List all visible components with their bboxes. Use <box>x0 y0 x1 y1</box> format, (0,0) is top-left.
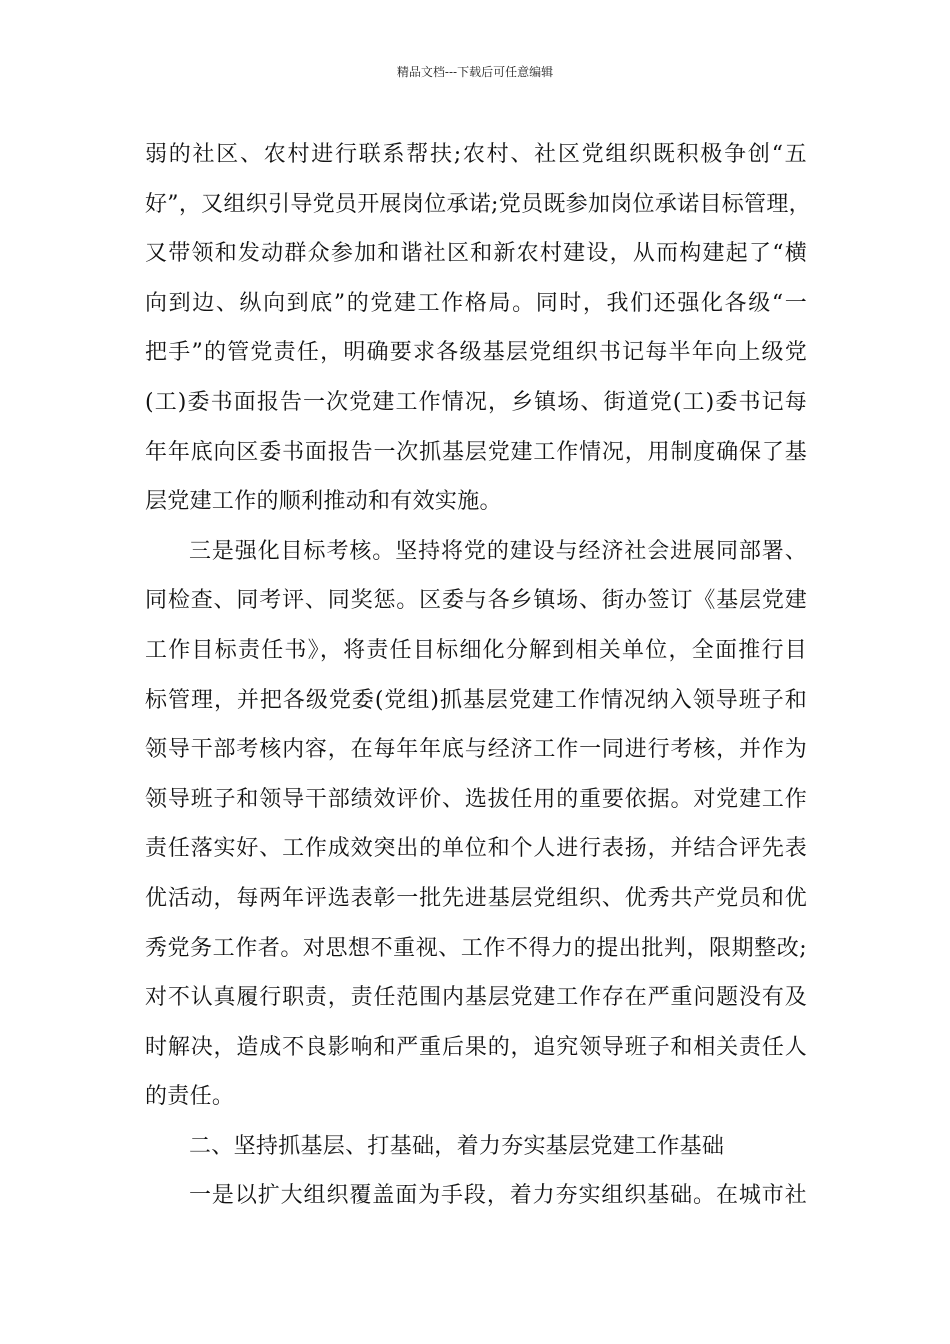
text-line: 责任落实好、工作成效突出的单位和个人进行表扬，并结合评先表 <box>145 836 807 862</box>
text-line: 优活动，每两年评选表彰一批先进基层党组织、优秀共产党员和优 <box>145 885 807 911</box>
text-line: 又带领和发动群众参加和谐社区和新农村建设，从而构建起了“横 <box>145 241 807 267</box>
page-header: 精品文档---下载后可任意编辑 <box>396 65 554 79</box>
text-line: 二、坚持抓基层、打基础，着力夯实基层党建工作基础 <box>189 1133 725 1159</box>
text-line: 领导干部考核内容，在每年年底与经济工作一同进行考核，并作为 <box>145 737 807 763</box>
text-line: 层党建工作的顺利推动和有效实施。 <box>145 489 502 515</box>
text-line: 标管理，并把各级党委(党组)抓基层党建工作情况纳入领导班子和 <box>145 687 807 713</box>
document-body <box>145 130 811 1221</box>
text-line: 秀党务工作者。对思想不重视、工作不得力的提出批判，限期整改; <box>145 935 807 961</box>
text-line: 三是强化目标考核。坚持将党的建设与经济社会进展同部署、 <box>189 538 807 564</box>
text-line: 把手”的管党责任，明确要求各级基层党组织书记每半年向上级党 <box>145 340 807 366</box>
text-line: 时解决，造成不良影响和严重后果的，追究领导班子和相关责任人 <box>145 1034 807 1060</box>
text-line: (工)委书面报告一次党建工作情况，乡镇场、街道党(工)委书记每 <box>145 389 807 415</box>
text-line: 工作目标责任书》，将责任目标细化分解到相关单位，全面推行目 <box>145 637 807 663</box>
text-line: 年年底向区委书面报告一次抓基层党建工作情况，用制度确保了基 <box>145 439 807 465</box>
text-line: 弱的社区、农村进行联系帮扶;农村、社区党组织既积极争创“五 <box>145 142 807 167</box>
text-line: 一是以扩大组织覆盖面为手段，着力夯实组织基础。在城市社 <box>189 1183 807 1209</box>
text-line: 好”，又组织引导党员开展岗位承诺;党员既参加岗位承诺目标管理， <box>145 191 811 217</box>
text-line: 对不认真履行职责，责任范围内基层党建工作存在严重问题没有及 <box>145 985 807 1011</box>
text-line: 同检查、同考评、同奖惩。区委与各乡镇场、街办签订《基层党建 <box>145 588 807 614</box>
text-line: 的责任。 <box>145 1084 235 1110</box>
text-line: 领导班子和领导干部绩效评价、选拔任用的重要依据。对党建工作 <box>145 786 807 812</box>
text-line: 向到边、纵向到底”的党建工作格局。同时，我们还强化各级“一 <box>145 290 807 316</box>
